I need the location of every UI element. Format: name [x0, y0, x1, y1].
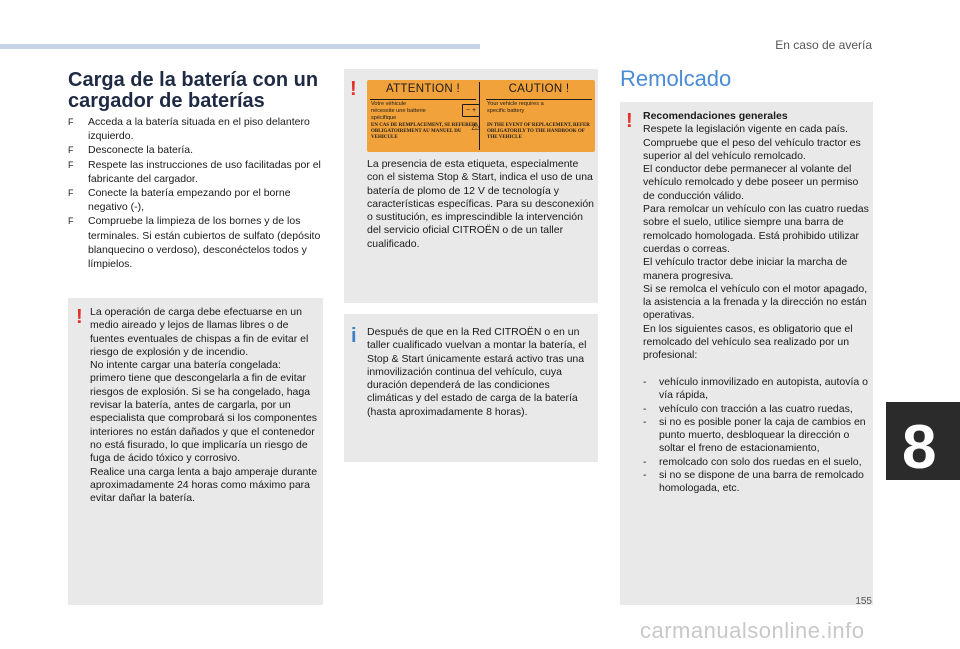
list-item: F Acceda a la batería situada en el piso delantero izquierdo. [68, 116, 310, 143]
section-heading-battery-charging: Carga de la batería con un cargador de baterías [68, 69, 319, 112]
bullet-marker: F [68, 145, 74, 156]
manual-book-icon: ⚠ [471, 121, 481, 133]
page-number: 155 [855, 596, 872, 607]
list-item: - si no se dispone de una barra de remolcado homologada, etc. [643, 469, 864, 495]
list-item: - vehículo con tracción a las cuatro ruedas, [643, 402, 853, 415]
label-french-title: ATTENTION ! [385, 83, 460, 95]
header-accent-bar [0, 44, 480, 49]
towing-recommendations-heading: Recomendaciones generales [643, 110, 788, 122]
bullet-marker: F [68, 188, 74, 199]
bullet-marker: F [68, 159, 74, 170]
warning-icon: ! [350, 78, 357, 100]
list-item: - si no es posible poner la caja de cambios en punto muerto, desbloquear la dirección o soltar el freno de estacionamiento, [643, 415, 866, 455]
watermark: carmanualsonline.info [640, 618, 865, 643]
section-heading-towing: Remolcado [620, 66, 732, 91]
list-item: F Desconecte la batería. [68, 144, 194, 157]
towing-body: Respete la legislación vigente en cada país. Compruebe que el peso del vehículo tractor es superior al del vehículo remolcado. El conductor debe permanecer al volante del vehículo remolcado y debe poseer un permiso de conducción válido. Para remolcar un vehículo con las cuatro ruedas sobre el suelo, utilice siempre una barra de remolcado homologada. Está prohibido utilizar cuerdas o correas. El vehículo tractor debe iniciar la marcha de manera progresiva. Si se remolca el vehículo con el motor apagado, la asistencia a la frenada y la dirección no están operativas. En los siguientes casos, es obligatorio que el remolcado del vehículo sea realizado por un profesional: [643, 123, 869, 362]
label-french-caps: EN CAS DE REMPLACEMENT, SE REFERER OBLIGATOIREMENT AU MANUEL DU VEHICULE [371, 123, 476, 141]
towing-cases-list [643, 376, 871, 496]
bullet-marker: F [68, 216, 74, 227]
label-rule [486, 99, 592, 100]
label-english-column [483, 80, 595, 152]
charging-steps-list [68, 115, 326, 271]
warning-text-charging: La operación de carga debe efectuarse en un medio aireado y lejos de llamas libres o de fuentes eventuales de chispas a fin de evitar el riesgo de explosión y de incendio. No intente cargar una batería congelada: primero tiene que descongelarla a fin de evitar riesgos de explosión. Si se ha congelado, haga revisar la batería, antes de cargarla, por un especialista que comprobará si los componentes interiores no están dañados y que el contenedor no está fisurado, lo que implicaría un riesgo de fuga de ácido tóxico y corrosivo. Realice una carga lenta a bajo amperaje durante aproximadamente 24 horas como máximo para evitar dañar la batería. [90, 306, 318, 505]
towing-text [643, 110, 871, 363]
info-text-stop-start: Después de que en la Red CITROËN o en un taller cualificado vuelvan a montar la batería, el Stop & Start únicamente estará activo tras una inmovilización continua del vehículo, cuya duración dependerá de las condiciones climáticas y del estado de carga de la batería (hasta aproximadamente 8 horas). [367, 326, 587, 418]
info-icon: i [351, 325, 357, 347]
label-english-text: Your vehicle requires a specific battery [487, 101, 544, 114]
list-item: F Respete las instrucciones de uso facilitadas por el fabricante del cargador. [68, 158, 321, 185]
label-french-text: Votre véhicule nécessite une batterie spécifique [371, 101, 426, 121]
section-title: En caso de avería [775, 38, 872, 52]
label-rule [370, 99, 476, 100]
list-item: F Compruebe la limpieza de los bornes y de los terminales. Si están cubiertos de sulfato (depósito blanquecino o verdoso), desconéctelos todos y límpielos. [68, 215, 321, 271]
label-english-title: CAUTION ! [508, 83, 570, 95]
warning-text-label: La presencia de esta etiqueta, especialmente con el sistema Stop & Start, indica el uso de una batería de plomo de 12 V de tecnología y características específicas. Para su desconexión o sustitución, es imprescindible la intervención del servicio oficial CITROËN o de un taller cualificado. [367, 158, 595, 250]
list-item: F Conecte la batería empezando por el borne negativo (-), [68, 187, 291, 214]
warning-icon: ! [626, 110, 633, 132]
list-item: - remolcado con solo dos ruedas en el suelo, [643, 455, 862, 468]
warning-icon: ! [76, 306, 83, 328]
battery-caution-label [367, 80, 595, 152]
chapter-number: 8 [902, 413, 937, 482]
battery-icon: − + [462, 104, 480, 117]
bullet-marker: F [68, 117, 74, 127]
list-item: - vehículo inmovilizado en autopista, autovía o vía rápida, [643, 376, 868, 402]
label-english-caps: IN THE EVENT OF REPLACEMENT, REFER OBLIGATORILY TO THE HANDBOOK OF THE VEHICLE [487, 123, 590, 141]
